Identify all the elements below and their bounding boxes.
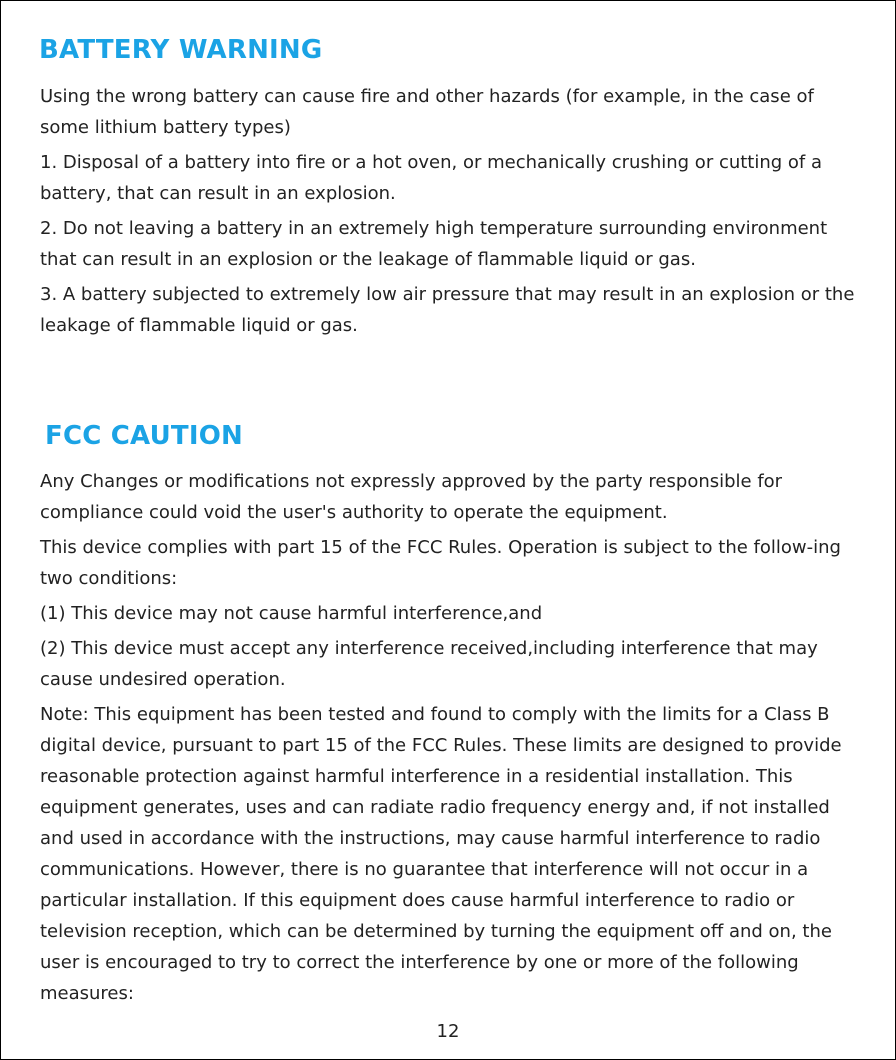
- page-number: 12: [436, 1021, 460, 1042]
- fcc-caution-note: Note: This equipment has been tested and found to comply with the limits for a Class B digital device, pursuant to part 15 of the FCC Rules. These limits are designed to provide reasonable protection against harmful interference in a residential installation. This equipment generates, uses and can radiate radio frequency energy and, if not installed and used in accordance with the instructions, may cause harmful interference to radio communications. However, there is no guarantee that interference will not occur in a particular installation. If this equipment does cause harmful interference to radio or television reception, which can be determined by turning the equipment off and on, the user is encouraged to try to correct the interference by one or more of the following measures:: [40, 704, 842, 1004]
- fcc-caution-section: [40, 466, 860, 1013]
- battery-warning-heading: BATTERY WARNING: [39, 35, 323, 65]
- battery-warning-item-2: 2. Do not leaving a battery in an extremely high temperature surrounding environment that can result in an explosion or the leakage of flammable liquid or gas.: [40, 218, 828, 270]
- battery-warning-section: [40, 81, 860, 345]
- fcc-caution-heading: FCC CAUTION: [45, 421, 243, 451]
- fcc-caution-compliance: This device complies with part 15 of the FCC Rules. Operation is subject to the follow-ing two conditions:: [40, 537, 841, 589]
- fcc-caution-condition-2: (2) This device must accept any interference received,including interference that may cause undesired operation.: [40, 638, 818, 690]
- battery-warning-item-3: 3. A battery subjected to extremely low air pressure that may result in an explosion or the leakage of flammable liquid or gas.: [40, 284, 855, 336]
- battery-warning-item-1: 1. Disposal of a battery into fire or a hot oven, or mechanically crushing or cutting of a battery, that can result in an explosion.: [40, 152, 823, 204]
- fcc-caution-modifications: Any Changes or modifications not expressly approved by the party responsible for compliance could void the user's authority to operate the equipment.: [40, 471, 783, 523]
- battery-warning-intro: Using the wrong battery can cause fire and other hazards (for example, in the case of some lithium battery types): [40, 86, 814, 138]
- fcc-caution-condition-1: (1) This device may not cause harmful interference,and: [40, 603, 543, 624]
